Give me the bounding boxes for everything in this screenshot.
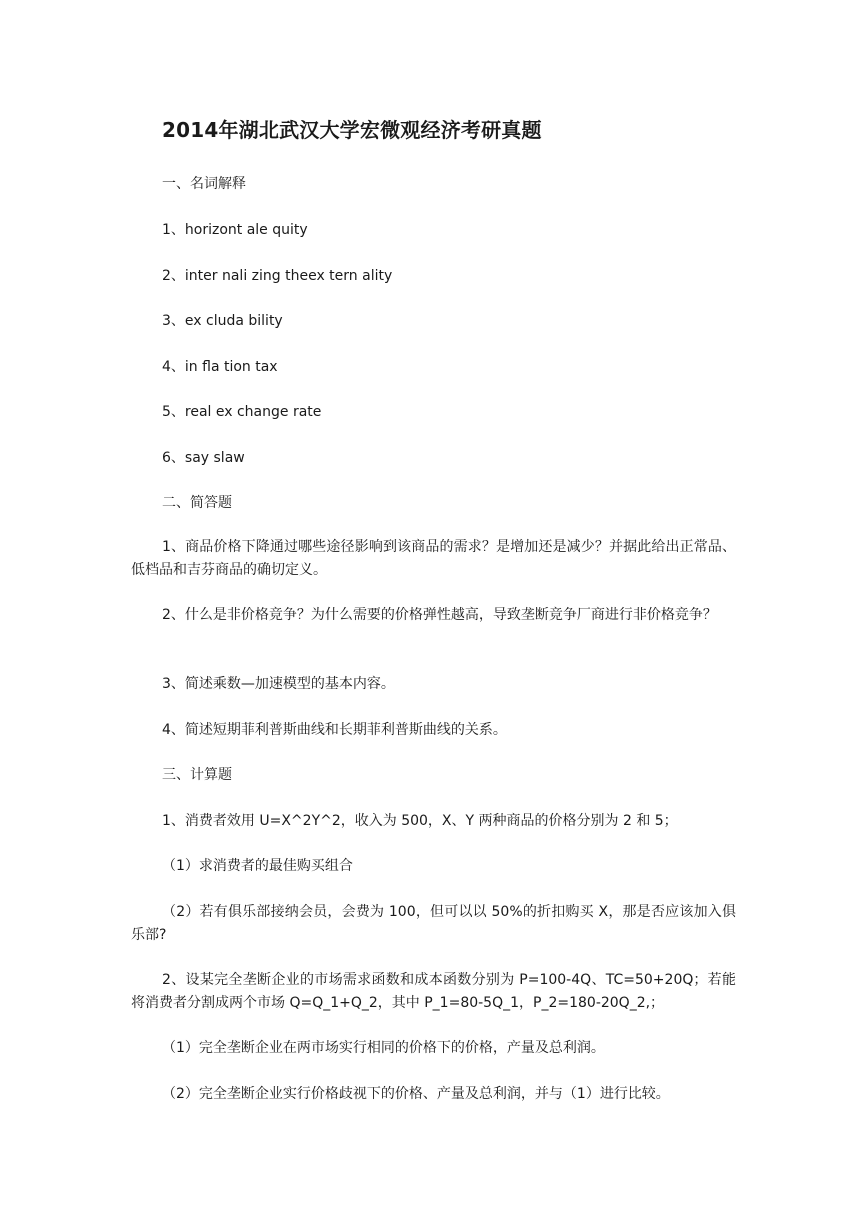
question-paragraph: 3、简述乘数—加速模型的基本内容。	[162, 676, 395, 692]
section-heading-calculation: 三、计算题	[162, 767, 232, 783]
question-paragraph: 4、简述短期菲利普斯曲线和长期菲利普斯曲线的关系。	[162, 722, 507, 738]
document-title: 2014年湖北武汉大学宏微观经济考研真题	[162, 118, 542, 142]
section-heading-short-answer: 二、简答题	[162, 495, 232, 511]
calc-question-stem: 1、消费者效用 U=X^2Y^2，收入为 500，X、Y 两种商品的价格分别为 2 和 5；	[162, 813, 678, 829]
calc-subquestion: （2）完全垄断企业实行价格歧视下的价格、产量及总利润，并与（1）进行比较。	[162, 1086, 670, 1102]
calc-subquestion: （1）求消费者的最佳购买组合	[162, 858, 353, 874]
question-paragraph: 1、商品价格下降通过哪些途径影响到该商品的需求？是增加还是减少？并据此给出正常品、低档品和吉芬商品的确切定义。	[131, 539, 736, 578]
question-paragraph: 2、什么是非价格竞争？为什么需要的价格弹性越高，导致垄断竞争厂商进行非价格竞争？	[162, 607, 717, 623]
term-item: 2、inter nali zing theex tern ality	[162, 268, 393, 284]
section-heading-definitions: 一、名词解释	[162, 176, 246, 192]
term-item: 5、real ex change rate	[162, 404, 322, 420]
term-item: 1、horizont ale quity	[162, 222, 308, 238]
term-item: 3、ex cluda bility	[162, 313, 283, 329]
calc-subquestion: （2）若有俱乐部接纳会员，会费为 100，但可以以 50%的折扣购买 X，那是否应该加入俱乐部?	[131, 904, 736, 943]
calc-question-stem: 2、设某完全垄断企业的市场需求函数和成本函数分别为 P=100-4Q、TC=50+20Q；若能将消费者分割成两个市场 Q=Q_1+Q_2，其中 P_1=80-5Q_1，P_2=180-20Q_2,；	[131, 972, 736, 1011]
term-item: 6、say slaw	[162, 450, 245, 466]
calc-subquestion: （1）完全垄断企业在两市场实行相同的价格下的价格，产量及总利润。	[162, 1040, 605, 1056]
term-item: 4、in fla tion tax	[162, 359, 278, 375]
